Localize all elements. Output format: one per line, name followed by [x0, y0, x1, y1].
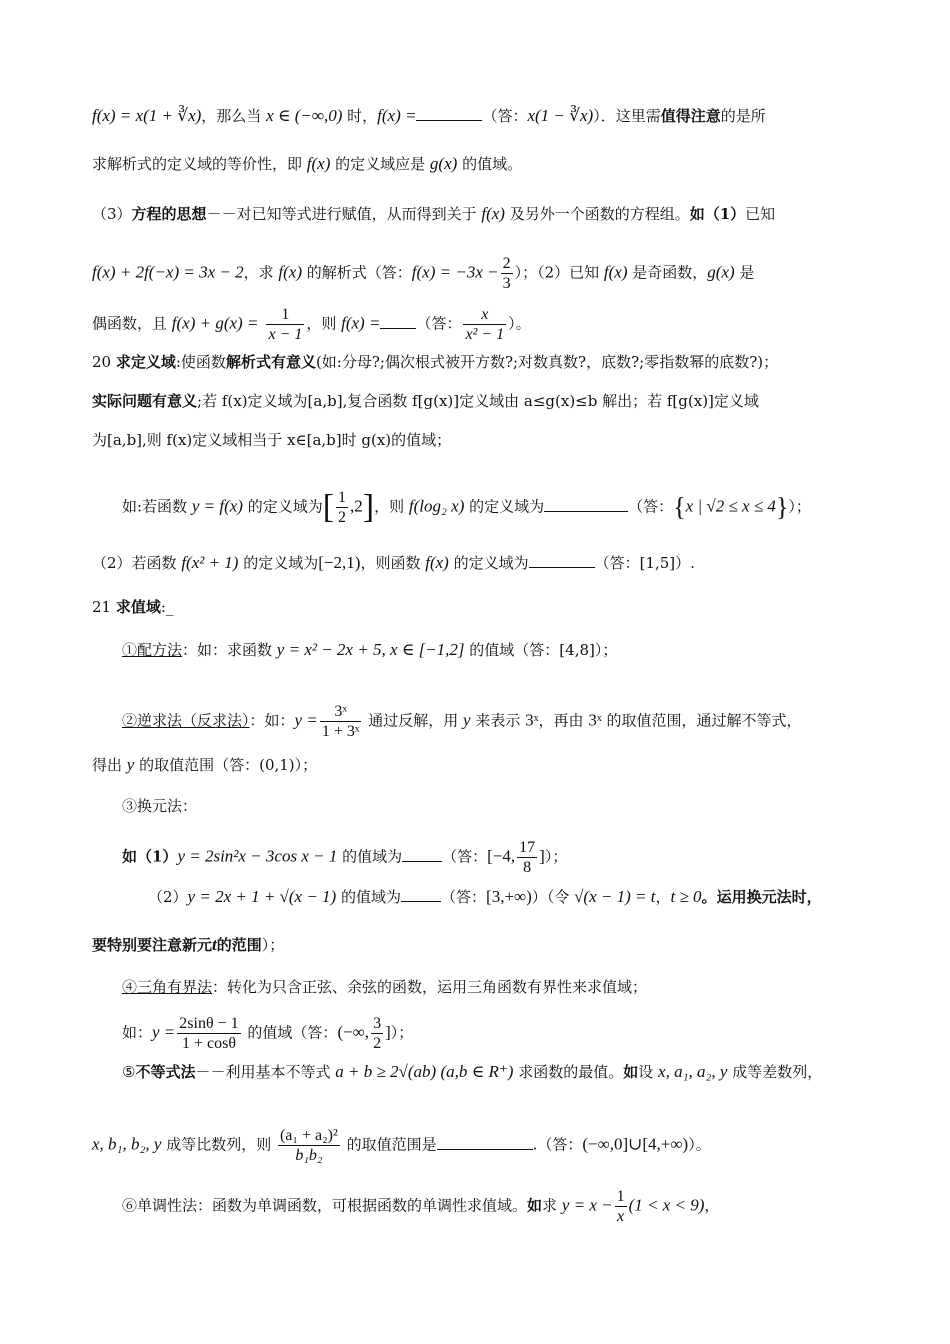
text: （答： — [482, 107, 528, 125]
fraction: $\frac{2}{3}$ — [502, 255, 511, 292]
formula: f(x) = — [341, 313, 381, 333]
text: 通过反解，用 — [363, 711, 464, 730]
fraction: $\frac{x}{\text{x² − 1}}$ — [465, 306, 505, 343]
formula: f(x) = — [377, 106, 417, 125]
text: ）； — [544, 847, 568, 866]
answer-blank — [402, 847, 442, 862]
line-10 — [92, 553, 880, 573]
line-16 — [122, 838, 880, 877]
text: 时， — [342, 107, 378, 125]
text: (如:分母?;偶次根式被开方数?;对数真数?，底数?;零指数幂的底数?)； — [315, 353, 779, 371]
text: （答：[1,5]）. — [594, 554, 695, 572]
emphasis: 。 — [701, 888, 717, 906]
text: 21 — [92, 598, 116, 616]
text: 偶函数，且 — [92, 314, 172, 333]
fraction: $\frac{\text{3ˣ}}{\text{1 + 3ˣ}}$ — [321, 703, 360, 740]
emphasis: 方程的思想 — [131, 205, 207, 223]
formula: f(x) = −3x − — [411, 262, 499, 282]
formula: f(x) — [481, 204, 505, 223]
formula: x | √2 ≤ x ≤ 4 — [685, 496, 776, 516]
text: ⑥单调性法：函数为单调函数，可根据函数的单调性求值域。 — [122, 1196, 528, 1215]
emphasis: 值得注意 — [660, 107, 721, 125]
text: ）； — [261, 936, 285, 954]
text: ，则函数 — [360, 554, 426, 572]
line-7 — [92, 391, 880, 411]
formula: (−∞, — [337, 1022, 370, 1042]
text: 是 — [734, 263, 755, 282]
line-21 — [122, 1062, 880, 1082]
bracket-right: ] — [362, 488, 375, 526]
fraction: $\frac{17}{8}$ — [519, 839, 536, 876]
formula: [−2,1) — [318, 553, 361, 572]
formula: y = — [294, 710, 318, 730]
formula: x ∈ (−∞,0) — [266, 106, 343, 125]
text: ：如： — [249, 711, 295, 730]
formula: g(x) — [707, 262, 735, 282]
formula: f(x) — [603, 262, 628, 282]
answer-blank — [401, 887, 441, 902]
text: :使函数 — [175, 353, 226, 371]
formula: y = 2sin²x − 3cos x − 1 — [177, 846, 338, 866]
formula: 3ˣ — [525, 710, 539, 730]
text: ⑤ — [122, 1063, 136, 1081]
text: 如： — [122, 1023, 153, 1042]
text: 的解析式（答： — [302, 263, 412, 282]
text: 的是所 — [720, 107, 766, 125]
formula: f(x² + 1) — [181, 553, 239, 572]
fraction: $\frac{3}{2}$ — [373, 1015, 382, 1052]
formula: f(x) — [425, 553, 449, 572]
emphasis: 如（1） — [122, 847, 178, 866]
line-13 — [122, 702, 880, 741]
brace-right: } — [775, 492, 789, 522]
text: （答： — [416, 314, 462, 333]
text: 的值域（答：[4,8]）； — [464, 641, 618, 659]
text: ，则 — [306, 314, 342, 333]
formula: t — [212, 935, 217, 954]
formula: (1 < x < 9) — [628, 1195, 705, 1215]
text: 得出 — [92, 756, 127, 774]
formula: y = 2x + 1 + √(x − 1) — [187, 887, 337, 906]
line-8 — [92, 430, 880, 450]
line-9 — [122, 488, 880, 527]
answer-blank — [380, 314, 416, 329]
formula: ] — [385, 1022, 391, 1042]
text: ：转化为只含正弦、余弦的函数，运用三角函数有界性来求值域； — [212, 978, 648, 996]
answer-blank — [416, 106, 482, 121]
formula: (−∞,0]∪[4,+∞) — [582, 1134, 689, 1154]
method-name: ①配方法 — [122, 641, 183, 659]
answer-blank — [437, 1135, 533, 1150]
text: 求函数的最值。 — [513, 1063, 624, 1081]
text: 的值域。 — [457, 155, 523, 173]
line-6 — [92, 352, 880, 372]
line-12 — [122, 640, 880, 660]
answer-blank — [529, 553, 595, 568]
text: ）（令 — [531, 888, 575, 906]
emphasis: 不等式法 — [135, 1063, 196, 1081]
formula: x(1 − ∛x) — [527, 106, 594, 125]
line-20 — [122, 1014, 880, 1053]
text: ，则 — [374, 497, 409, 516]
text: （答： — [628, 497, 674, 516]
line-22 — [92, 1126, 880, 1165]
text: 的定义域为 — [238, 554, 319, 572]
text: ）。 — [508, 314, 531, 333]
line-15 — [122, 796, 880, 816]
formula: y = x² − 2x + 5, x ∈ [−1,2] — [276, 640, 465, 659]
text: 的值域为 — [336, 888, 402, 906]
line-14 — [92, 755, 880, 775]
formula: x, b₁, b₂, y — [92, 1134, 162, 1154]
formula: f(x) + 2f(−x) = 3x − 2 — [92, 262, 244, 282]
emphasis: 求定义域 — [115, 353, 176, 371]
text: （2） — [148, 888, 188, 906]
formula: g(x) — [429, 154, 458, 173]
bracket-left: [ — [322, 488, 335, 526]
text: ：如：求函数 — [182, 641, 277, 659]
brace-left: { — [673, 492, 686, 522]
fraction: $\frac{1}{x - 1}$ — [268, 306, 303, 343]
formula: y — [463, 710, 471, 730]
text: ，求 — [243, 263, 279, 282]
line-23 — [122, 1187, 880, 1226]
formula: [−4, — [487, 846, 516, 866]
text: .（答： — [532, 1135, 583, 1154]
text: 设 — [638, 1063, 659, 1081]
line-1 — [92, 106, 880, 126]
text: ③换元法： — [122, 797, 198, 815]
text: ）； — [390, 1023, 414, 1042]
text: ;若 f(x)定义域为[a,b],复合函数 f[g(x)]定义域由 a≤g(x)≤b 解出；若 f[g(x)]定义域 — [197, 392, 759, 410]
formula: f(x) = x(1 + ∛x) — [92, 106, 202, 125]
text: 如:若函数 — [122, 497, 192, 516]
section-heading: 求值域 — [115, 598, 161, 616]
line-3 — [92, 204, 880, 224]
text: 的值域（答： — [242, 1023, 338, 1042]
text: 求解析式的定义域的等价性，即 — [92, 155, 307, 173]
text: 及另外一个函数的方程组。 — [504, 205, 690, 223]
text: 成等比数列，则 — [161, 1135, 276, 1154]
formula: a + b ≥ 2√(ab) (a,b ∈ R⁺) — [335, 1062, 514, 1081]
emphasis: 要特别要注意新元 — [92, 936, 213, 954]
line-5 — [92, 305, 880, 344]
text: （2）若函数 — [92, 554, 182, 572]
text: 求 — [542, 1196, 562, 1215]
text: 的定义域应是 — [330, 155, 430, 173]
line-18 — [92, 935, 880, 955]
text: ）；（2）已知 — [514, 263, 604, 282]
text: 20 — [92, 353, 116, 371]
text: ， — [655, 888, 671, 906]
text: ）； — [788, 497, 811, 516]
formula: y — [126, 755, 135, 774]
fraction: $\frac{1}{x}$ — [616, 1188, 625, 1225]
text: 的定义域为 — [242, 497, 323, 516]
text: 的值域为 — [337, 847, 403, 866]
text: 的定义域为 — [448, 554, 529, 572]
formula: f(x) — [306, 154, 331, 173]
fraction: $\frac{2\sin\theta - 1}{1 + \cos\theta}$ — [179, 1015, 239, 1052]
text: ）。 — [688, 1135, 711, 1154]
text: ，再由 — [538, 711, 589, 730]
formula: y = — [152, 1022, 176, 1042]
text: 的取值范围，通过解不等式， — [601, 711, 802, 730]
text: ， — [704, 1196, 720, 1215]
fraction: $\frac{1}{2}$ — [338, 489, 347, 526]
line-17 — [148, 887, 880, 907]
line-11 — [92, 597, 880, 617]
line-4 — [92, 254, 880, 293]
emphasis: 如 — [623, 1063, 639, 1081]
text: ）．这里需 — [593, 107, 661, 125]
text: 为[a,b],则 f(x)定义域相当于 x∈[a,b]时 g(x)的值域； — [92, 431, 452, 449]
method-name: ②逆求法（反求法） — [122, 711, 250, 730]
text: （答： — [441, 888, 487, 906]
line-2 — [92, 154, 880, 174]
text: －－对已知等式进行赋值，从而得到关于 — [206, 205, 482, 223]
formula: t ≥ 0 — [670, 887, 702, 906]
emphasis: 如 — [527, 1196, 543, 1215]
method-name: ④三角有界法 — [122, 978, 213, 996]
line-19 — [122, 977, 880, 997]
formula: y = x − — [561, 1195, 613, 1215]
formula: f(x) — [278, 262, 302, 282]
answer-blank — [544, 497, 628, 512]
text: ，那么当 — [201, 107, 267, 125]
formula: y = f(x) — [191, 496, 243, 516]
text: －－利用基本不等式 — [195, 1063, 336, 1081]
formula: [3,+∞) — [486, 887, 532, 906]
formula: ,2 — [350, 496, 363, 516]
text: 的定义域为 — [464, 497, 545, 516]
formula: ] — [539, 846, 545, 866]
text: （3） — [92, 205, 132, 223]
formula: f(log₂ x) — [408, 496, 465, 516]
formula: √(x − 1) = t — [574, 887, 656, 906]
emphasis: 解析式有意义 — [225, 353, 316, 371]
emphasis: 实际问题有意义 — [92, 392, 198, 410]
emphasis: 的范围 — [216, 936, 262, 954]
text: :_ — [160, 598, 174, 616]
formula: x, a₁, a₂, y — [658, 1062, 728, 1081]
text: （答： — [442, 847, 488, 866]
fraction: $\frac{\text{(a₁ + a₂)²}}{\text{b₁b₂}}$ — [279, 1127, 338, 1164]
text: 的取值范围是 — [341, 1135, 437, 1154]
formula: f(x) + g(x) = — [171, 313, 259, 333]
emphasis: 如（1） — [689, 205, 746, 223]
text: 已知 — [745, 205, 776, 223]
text: 来表示 — [470, 711, 526, 730]
text: 成等差数列， — [727, 1063, 823, 1081]
emphasis: 运用换元法时， — [716, 888, 822, 906]
text: 是奇函数， — [627, 263, 708, 282]
text: 的取值范围（答：(0,1)）； — [134, 756, 318, 774]
formula: 3ˣ — [588, 710, 602, 730]
